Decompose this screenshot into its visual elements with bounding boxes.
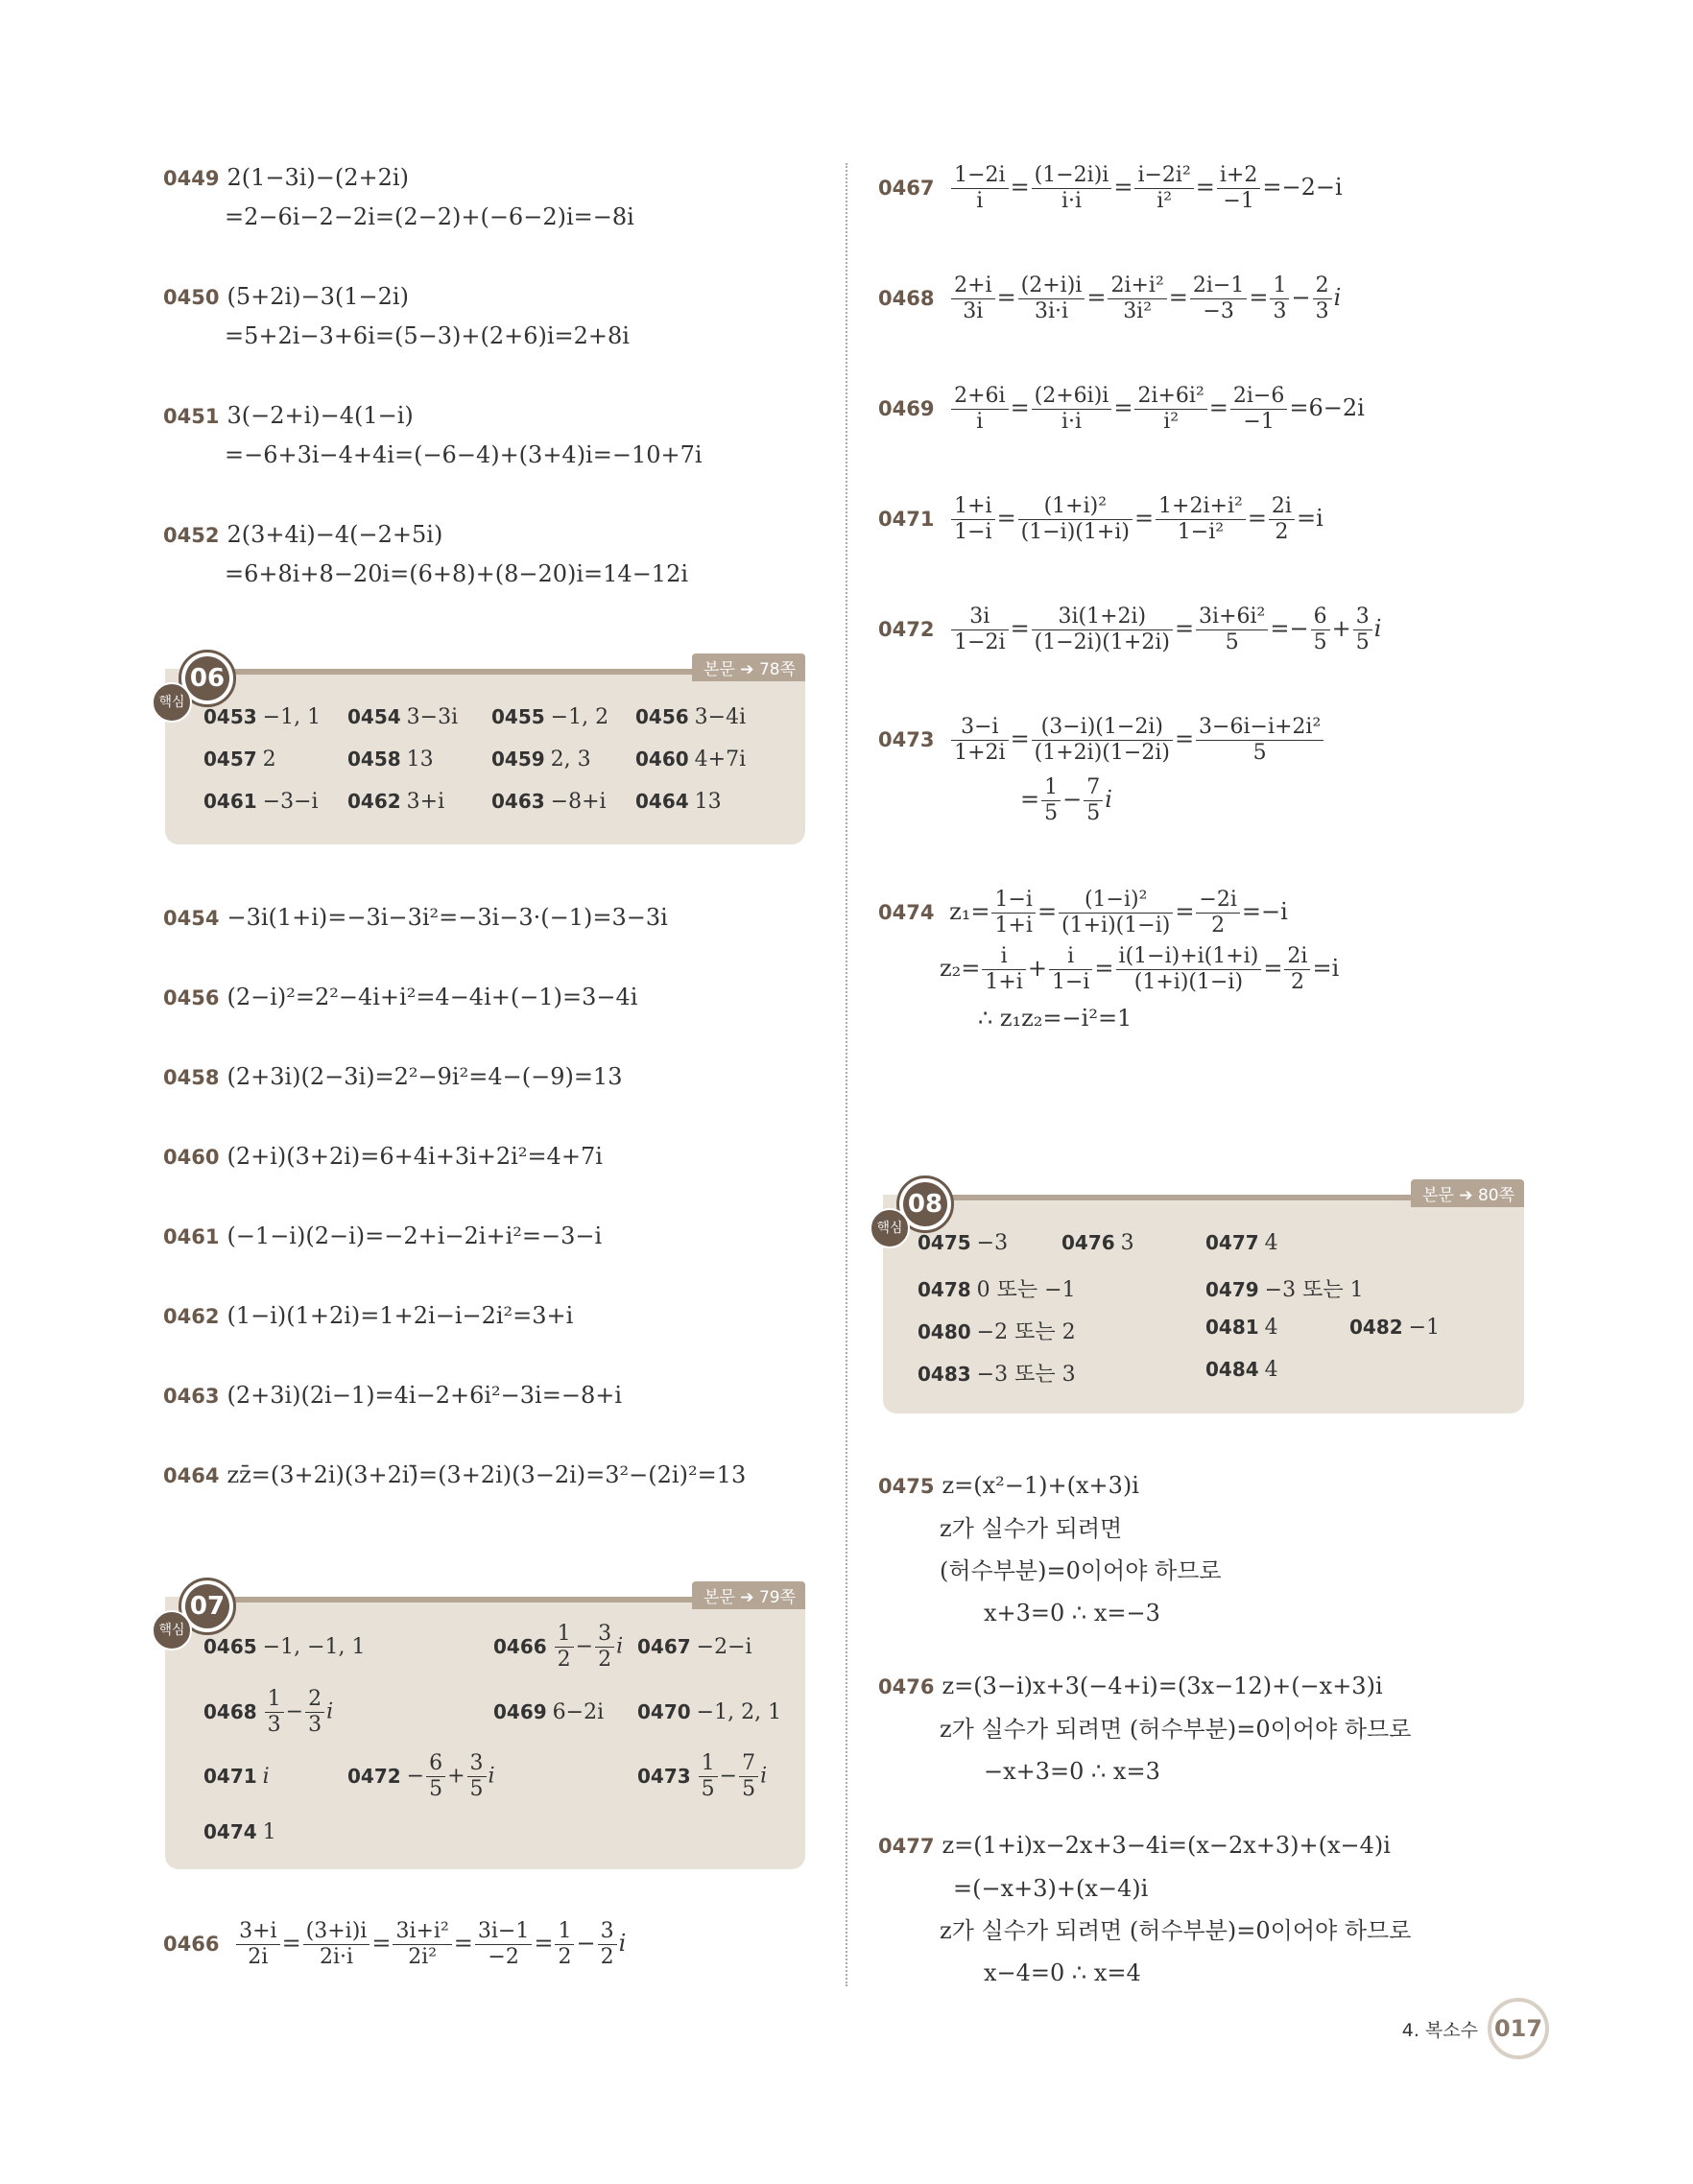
problem-line: (5+2i)−3(1−2i) — [227, 283, 409, 310]
core-label: 핵심 — [870, 1208, 910, 1248]
answer-item: 0458 13 — [347, 748, 434, 772]
answer-0472: 0472 − $\frac{6}{5}$ + $\frac{3}{5}$ i — [347, 1751, 495, 1801]
problem-number: 0450 — [163, 286, 220, 309]
problem-0462 — [163, 1296, 573, 1336]
answer-item: 0477 4 — [1205, 1231, 1278, 1255]
answer-item: 0484 4 — [1205, 1358, 1278, 1382]
answer-item: 0475 −3 — [918, 1231, 1009, 1255]
answer-item: 0483 −3 또는 3 — [918, 1363, 1076, 1387]
problem-line: 3(−2+i)−4(1−i) — [227, 402, 414, 429]
answer-item: 0480 −2 또는 2 — [918, 1320, 1076, 1344]
answer-0465: 0465 −1, −1, 1 — [203, 1635, 366, 1659]
answer-0470: 0470 −1, 2, 1 — [637, 1700, 782, 1724]
problem-0467: 0467 $\frac{1-2i}{i}$ = $\frac{(1-2i)i}{i\cdot i}$ = $\frac{\text{i−2i²}}{\text{i²}}$ = $\frac{i+2}{-1}$ =−2−i — [878, 163, 1343, 213]
problem-number: 0449 — [163, 167, 220, 190]
problem-number: 0476 — [878, 1675, 935, 1698]
problem-0472: 0472 $\frac{3i}{1-2i}$ = $\frac{3i(1+2i)}{(1-2i)(1+2i)}$ = $\frac{\text{3i+6i²}}{5}$ =− $\frac{6}{5}$ + $\frac{3}{5}$ i — [878, 605, 1382, 654]
answer-0467: 0467 −2−i — [637, 1635, 752, 1659]
answer-item: 0455 −1, 2 — [491, 705, 609, 729]
answer-0473: 0473 $\frac{1}{5}$ − $\frac{7}{5}$ i — [637, 1751, 768, 1801]
core-label: 핵심 — [152, 682, 192, 723]
problem-0452 — [163, 515, 688, 593]
problem-line: =5+2i−3+6i=(5−3)+(2+6)i=2+8i — [225, 322, 630, 349]
problem-0450 — [163, 277, 630, 355]
answer-item: 0462 3+i — [347, 790, 445, 814]
problem-number: 0451 — [163, 405, 220, 428]
page-reference: 본문 ➔ 80쪽 — [1411, 1179, 1524, 1207]
problem-line: (2+i)(3+2i)=6+4i+3i+2i²=4+7i — [227, 1143, 603, 1170]
problem-line: (2+3i)(2i−1)=4i−2+6i²−3i=−8+i — [227, 1382, 622, 1409]
section-badge: 08 — [896, 1175, 954, 1233]
problem-line: =−6+3i−4+4i=(−6−4)+(3+4)i=−10+7i — [225, 441, 703, 468]
answer-box-08 — [876, 1186, 1524, 1413]
problem-number: 0463 — [163, 1385, 220, 1408]
answer-box-06 — [158, 660, 805, 844]
problem-number: 0469 — [878, 397, 935, 420]
answer-item: 0479 −3 또는 1 — [1205, 1278, 1364, 1302]
answer-0474: 0474 1 — [203, 1820, 276, 1844]
problem-line: 2(3+4i)−4(−2+5i) — [227, 521, 443, 548]
problem-number: 0464 — [163, 1464, 220, 1487]
problem-0477: 0477 z=(1+i)x−2x+3−4i=(x−2x+3)+(x−4)i =(−x+3)+(x−4)i z가 실수가 되려면 (허수부분)=0이어야 하므로 x−4=0 ∴ x=4 — [878, 1832, 1412, 1986]
problem-line: 2(1−3i)−(2+2i) — [227, 164, 409, 191]
section-badge: 06 — [179, 650, 236, 707]
section-badge: 07 — [179, 1578, 236, 1635]
answer-0468: 0468 $\frac{1}{3}$ − $\frac{2}{3}$ i — [203, 1687, 334, 1737]
problem-number: 0471 — [878, 508, 935, 531]
problem-number: 0474 — [878, 901, 935, 924]
problem-line: (1−i)(1+2i)=1+2i−i−2i²=3+i — [227, 1302, 574, 1329]
problem-number: 0460 — [163, 1146, 220, 1169]
problem-number: 0456 — [163, 986, 220, 1009]
problem-number: 0477 — [878, 1835, 935, 1858]
answer-item: 0457 2 — [203, 748, 276, 772]
problem-0461 — [163, 1217, 602, 1256]
answer-item: 0476 3 — [1061, 1231, 1134, 1255]
problem-0454 — [163, 898, 668, 938]
page-number: 017 — [1488, 1998, 1549, 2059]
page-footer — [1402, 1998, 1549, 2059]
answer-item: 0456 3−4i — [635, 705, 747, 729]
problem-0463 — [163, 1376, 622, 1415]
problem-line: zz̄=(3+2i)(3+2i)̄=(3+2i)(3−2i)=3²−(2i)²=13 — [227, 1461, 747, 1488]
problem-number: 0452 — [163, 524, 220, 547]
problem-line: (2−i)²=2²−4i+i²=4−4i+(−1)=3−4i — [227, 984, 638, 1010]
problem-number: 0467 — [878, 177, 935, 200]
problem-0474: 0474 z₁= $\frac{1-i}{1+i}$ = $\frac{\text{(1−i)²}}{(1+i)(1-i)}$ = $\frac{-2i}{2}$ =−i z₂= $\frac{i}{1+i}$ + $\frac{i}{1-i}$ = $\frac{i(1-i)+i(1+i)}{(1+i)(1-i)}$ = $\frac{2i}{2}$ =i ∴ z₁z₂=−i²=1 — [878, 888, 1340, 1032]
answer-0469: 0469 6−2i — [493, 1700, 605, 1724]
core-label: 핵심 — [152, 1610, 192, 1650]
answer-item: 0478 0 또는 −1 — [918, 1278, 1076, 1302]
answer-item: 0463 −8+i — [491, 790, 607, 814]
problem-line: (2+3i)(2−3i)=2²−9i²=4−(−9)=13 — [227, 1063, 623, 1090]
problem-line: (−1−i)(2−i)=−2+i−2i+i²=−3−i — [227, 1223, 603, 1249]
problem-0458 — [163, 1057, 622, 1097]
problem-number: 0475 — [878, 1475, 935, 1498]
problem-line: =6+8i+8−20i=(6+8)+(8−20)i=14−12i — [225, 560, 689, 587]
problem-0464 — [163, 1456, 746, 1495]
problem-number: 0461 — [163, 1225, 220, 1248]
problem-number: 0462 — [163, 1305, 220, 1328]
answer-item: 0481 4 — [1205, 1316, 1278, 1340]
problem-0456 — [163, 978, 637, 1017]
problem-0466: 0466 $\frac{3+i}{2i}$ = $\frac{(3+i)i}{2i\cdot i}$ = $\frac{\text{3i+i²}}{\text{2i²}}$ = $\frac{3i-1}{-2}$ = $\frac{1}{2}$ − $\frac{3}{2}$ i — [163, 1919, 627, 1969]
page-reference: 본문 ➔ 78쪽 — [692, 653, 805, 681]
problem-0468: 0468 $\frac{2+i}{3i}$ = $\frac{(2+i)i}{3i\cdot i}$ = $\frac{\text{2i+i²}}{\text{3i²}}$ = $\frac{2i-1}{-3}$ = $\frac{1}{3}$ − $\frac{2}{3}$ i — [878, 273, 1342, 323]
problem-number: 0458 — [163, 1066, 220, 1089]
problem-0469: 0469 $\frac{2+6i}{i}$ = $\frac{(2+6i)i}{i\cdot i}$ = $\frac{\text{2i+6i²}}{\text{i²}}$ = $\frac{2i-6}{-1}$ =6−2i — [878, 384, 1365, 434]
answer-item: 0459 2, 3 — [491, 748, 591, 772]
answer-item: 0460 4+7i — [635, 748, 747, 772]
answer-item: 0454 3−3i — [347, 705, 459, 729]
problem-line: =2−6i−2−2i=(2−2)+(−6−2)i=−8i — [225, 203, 634, 230]
problem-0475: 0475 z=(x²−1)+(x+3)i z가 실수가 되려면 (허수부분)=0이어야 하므로 x+3=0 ∴ x=−3 — [878, 1472, 1222, 1626]
problem-0473: 0473 $\frac{3-i}{1+2i}$ = $\frac{(3-i)(1-2i)}{(1+2i)(1-2i)}$ = $\frac{\text{3−6i−i+2i²}}{5}$ = $\frac{1}{5}$ − $\frac{7}{5}$ i — [878, 715, 1325, 826]
chapter-label: 4. 복소수 — [1401, 2019, 1478, 2041]
answer-0466: 0466 $\frac{1}{2}$ − $\frac{3}{2}$ i — [493, 1622, 624, 1672]
problem-0476: 0476 z=(3−i)x+3(−4+i)=(3x−12)+(−x+3)i z가 실수가 되려면 (허수부분)=0이어야 하므로 −x+3=0 ∴ x=3 — [878, 1673, 1412, 1785]
problem-line: −3i(1+i)=−3i−3i²=−3i−3·(−1)=3−3i — [227, 904, 668, 931]
answer-item: 0453 −1, 1 — [203, 705, 322, 729]
problem-0449 — [163, 158, 634, 236]
page-reference: 본문 ➔ 79쪽 — [692, 1581, 805, 1609]
problem-0471: 0471 $\frac{1+i}{1-i}$ = $\frac{\text{(1+i)²}}{(1-i)(1+i)}$ = $\frac{\text{1+2i+i²}}{\text{1−i²}}$ = $\frac{2i}{2}$ =i — [878, 494, 1323, 544]
answer-item: 0461 −3−i — [203, 790, 319, 814]
problem-0451 — [163, 396, 703, 474]
column-divider — [846, 163, 847, 1986]
problem-number: 0473 — [878, 728, 935, 751]
problem-number: 0472 — [878, 618, 935, 641]
problem-number: 0468 — [878, 287, 935, 310]
problem-0460 — [163, 1137, 603, 1176]
answer-box-07 — [158, 1588, 805, 1869]
problem-number: 0454 — [163, 907, 220, 930]
answer-item: 0482 −1 — [1349, 1316, 1441, 1340]
answer-item: 0464 13 — [635, 790, 722, 814]
answer-0471: 0471 i — [203, 1765, 270, 1789]
problem-number: 0466 — [163, 1933, 220, 1956]
